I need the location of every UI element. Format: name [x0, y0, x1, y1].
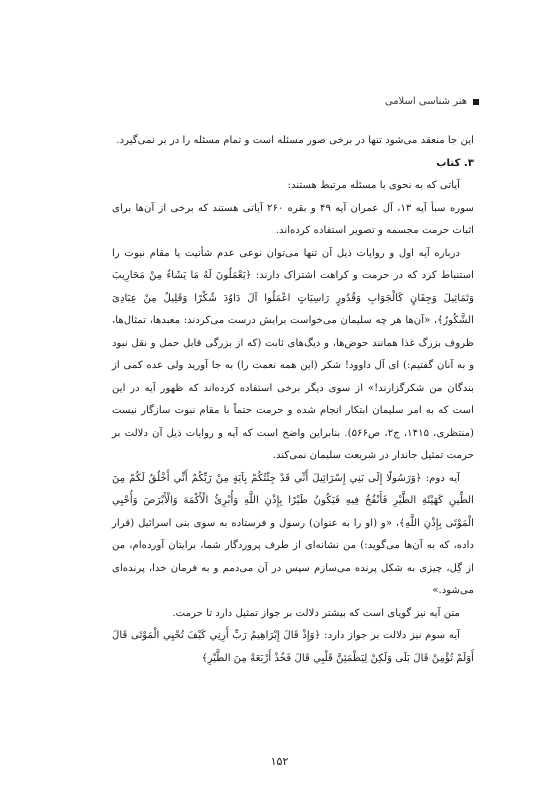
section-heading: ۳. کتاب [436, 157, 474, 169]
running-header-title: هنر شناسی اسلامی [384, 96, 467, 107]
header-square-icon [473, 99, 479, 105]
paragraph-5: آیه دوم: ﴿وَرَسُولًا إِلَى بَنِي إِسْرَائِيلَ أَنِّي قَدْ جِئْتُكُمْ بِآيَةٍ مِنْ رَبِّكُمْ أَنِّي أَخْلُقُ لَكُمْ مِنَ الطِّينِ كَهَيْئَةِ الطَّيْرِ فَأَنْفُخُ فِيهِ فَيَكُونُ طَيْرًا بِإِذْنِ اللَّهِ وَأُبْرِئُ الْأَكْمَهَ وَالْأَبْرَصَ وَأُحْيِي الْمَوْتَى بِإِذْنِ اللَّهِ﴾، «و (او را به عنوان) رسول و فرستاده به سوی بنی اسرائیل (قرار داده، که به آن‌ها می‌گوید:) من نشانه‌ای از طرف پروردگار شما، برایتان آورده‌ام، من از گِل، چیزی به شکل پرنده می‌سازم سپس در آن می‌دمم و به فرمان خدا، پرنده‌ای می‌شود.» [112, 472, 474, 596]
paragraph-6: متن آیه نیز گویای است که بیشتر دلالت بر جواز تمثیل دارد تا حرمت. [172, 607, 460, 619]
paragraph-4: درباره آیه اول و روایات ذیل آن تنها می‌توان نوعی عدم شأنیت یا مقام نبوت را استنباط کرد که در حرمت و کراهت اشتراک دارند: ﴿یَعْمَلُونَ لَهُ مَا یَشَاءُ مِنْ مَحَارِیبَ وَتَمَاثِیلَ وَجِفَانٍ کَالْجَوَابِ وَقُدُورٍ رَاسِیَاتٍ اعْمَلُوا آلَ دَاوُدَ شُکْرًا وَقَلِیلٌ مِنْ عِبَادِیَ الشَّکُورُ﴾، «آن‌ها هر چه سلیمان می‌خواست برایش درست می‌کردند: معبدها، تمثال‌ها، ظروف بزرگ غذا همانند حوض‌ها، و دیگ‌های ثابت (که از بزرگی قابل حمل و نقل نبود و به آنان گفتیم:) ای آل داوود! شکر (این همه نعمت را) به جا آورید ولی عده کمی از بندگان من شکرگزارند!» از سوی دیگر برخی استفاده کرده‌اند که ظهور آیه در این است که به امر سلیمان ابتکار انجام شده و حرمت حتماً با مقام نبوت سازگار نیست (منتظری، ۱۴۱۵، ج۲، ص۵۶۶). بنابراین واضح است که آیه و روایات ذیل آن دلالت بر حرمت تمثیل جاندار در شریعت سلیمان نمی‌کند. [112, 247, 474, 461]
body-text [112, 130, 474, 670]
paragraph-7: آیه سوم نیز دلالت بر جواز دارد: ﴿وَإِذْ قَالَ إِبْرَاهِيمُ رَبِّ أَرِنِي كَيْفَ تُحْيِي الْمَوْتَى قَالَ أَوَلَمْ تُؤْمِنْ قَالَ بَلَى وَلَكِنْ لِيَطْمَئِنَّ قَلْبِي قَالَ فَخُذْ أَرْبَعَةً مِنَ الطَّيْرِ﴾ [112, 630, 474, 664]
page-number: ۱۵۲ [270, 755, 289, 768]
paragraph-2: آیاتی که به نحوی با مسئله مرتبط هستند: [287, 180, 460, 191]
paragraph-1: این جا منعقد می‌شود تنها در برخی صور مسئله است و تمام مسئله را در بر نمی‌گیرد. [116, 135, 474, 146]
running-header [385, 96, 479, 107]
paragraph-3: سوره سبأ آیه ۱۳، آل عمران آیه ۴۹ و بقره ۲۶۰ آیاتی هستند که برخی از آن‌ها برای اثبات حرمت مجسمه و تصویر استفاده کرده‌اند. [112, 202, 474, 236]
